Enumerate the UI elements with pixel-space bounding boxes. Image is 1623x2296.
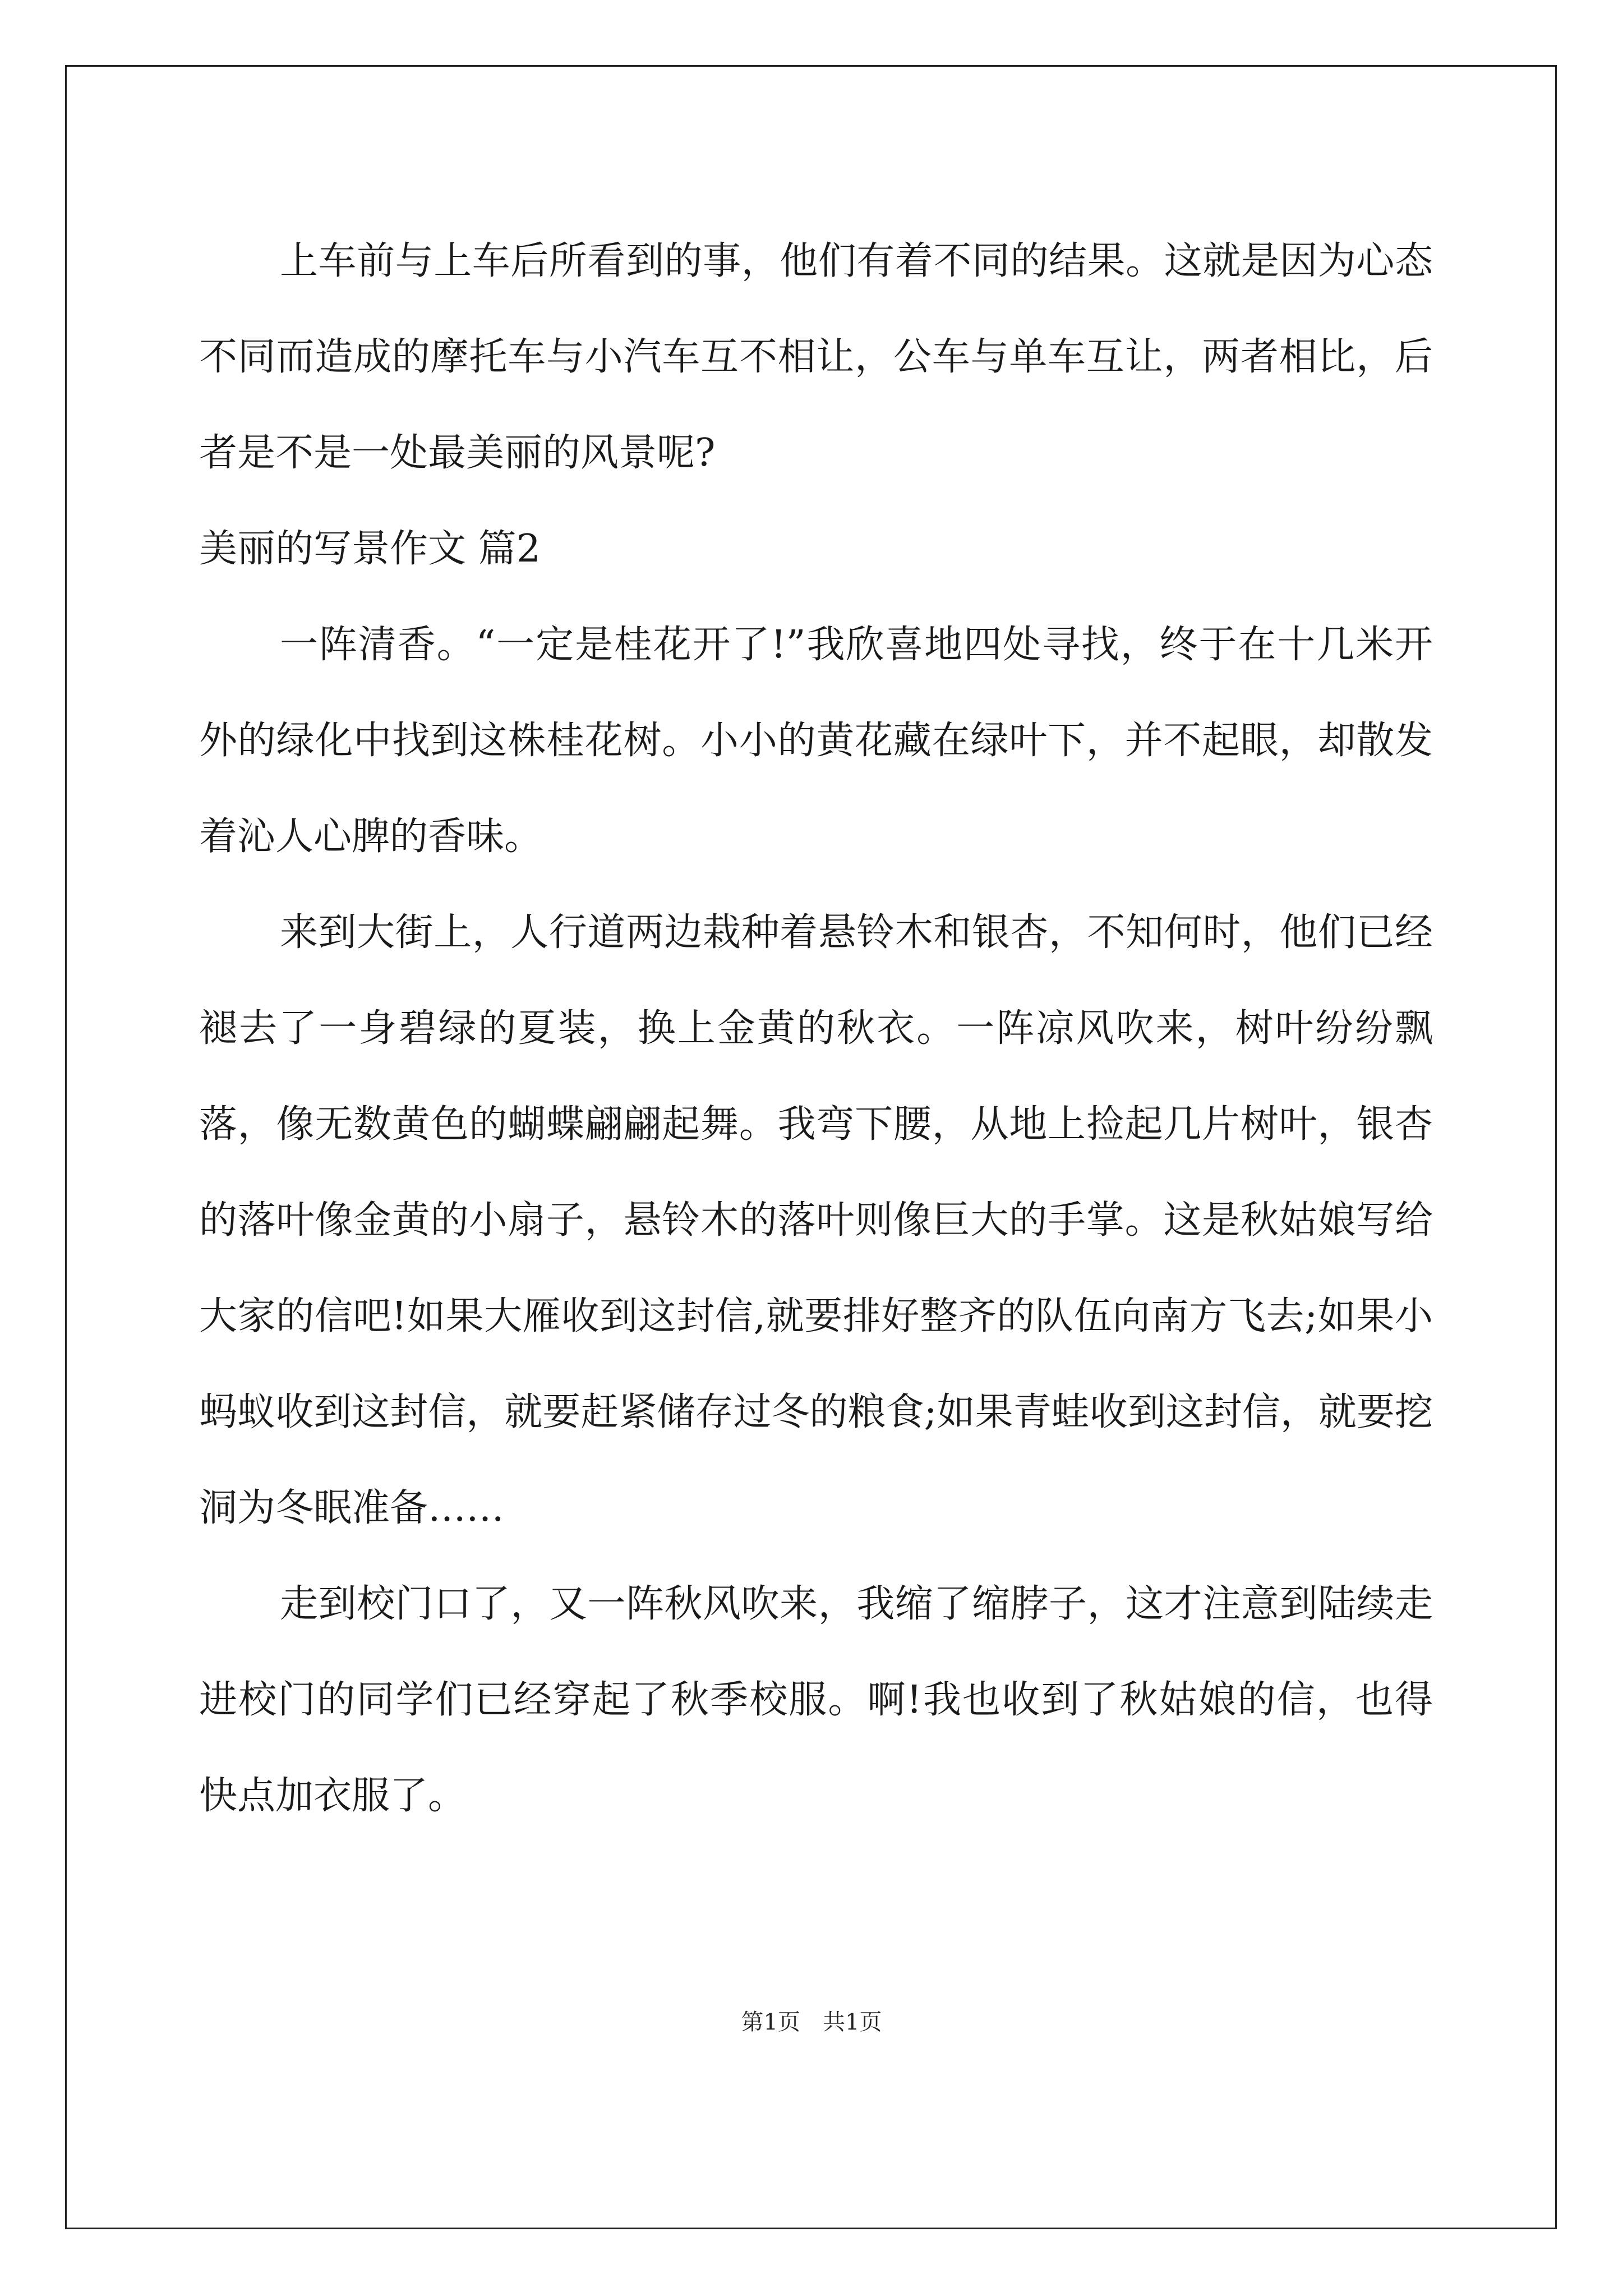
section-heading: 美丽的写景作文 篇2: [199, 527, 541, 571]
document-body: [199, 213, 1433, 1844]
page-footer: [0, 2005, 1623, 2039]
page-number: 第1页: [741, 2009, 800, 2035]
paragraph-1: 上车前与上车后所看到的事，他们有着不同的结果。这就是因为心态不同而造成的摩托车与小汽车互不相让，公车与单车互让，两者相比，后者是不是一处最美丽的风景呢?: [199, 239, 1433, 475]
paragraph-3: 来到大街上，人行道两边栽种着悬铃木和银杏，不知何时，他们已经褪去了一身碧绿的夏装，换上金黄的秋衣。一阵凉风吹来，树叶纷纷飘落，像无数黄色的蝴蝶翩翩起舞。我弯下腰，从地上捡起几片树叶，银杏的落叶像金黄的小扇子，悬铃木的落叶则像巨大的手掌。这是秋姑娘写给大家的信吧!如果大雁收到这封信,就要排好整齐的队伍向南方飞去;如果小蚂蚁收到这封信，就要赶紧储存过冬的粮食;如果青蛙收到这封信，就要挖洞为冬眠准备……: [199, 910, 1433, 1530]
paragraph-4: 走到校门口了，又一阵秋风吹来，我缩了缩脖子，这才注意到陆续走进校门的同学们已经穿起了秋季校服。啊!我也收到了秋姑娘的信，也得快点加衣服了。: [199, 1582, 1433, 1818]
page-total: 共1页: [823, 2009, 882, 2035]
paragraph-2: 一阵清香。“一定是桂花开了!”我欣喜地四处寻找，终于在十几米开外的绿化中找到这株桂花树。小小的黄花藏在绿叶下，并不起眼，却散发着沁人心脾的香味。: [199, 623, 1433, 859]
